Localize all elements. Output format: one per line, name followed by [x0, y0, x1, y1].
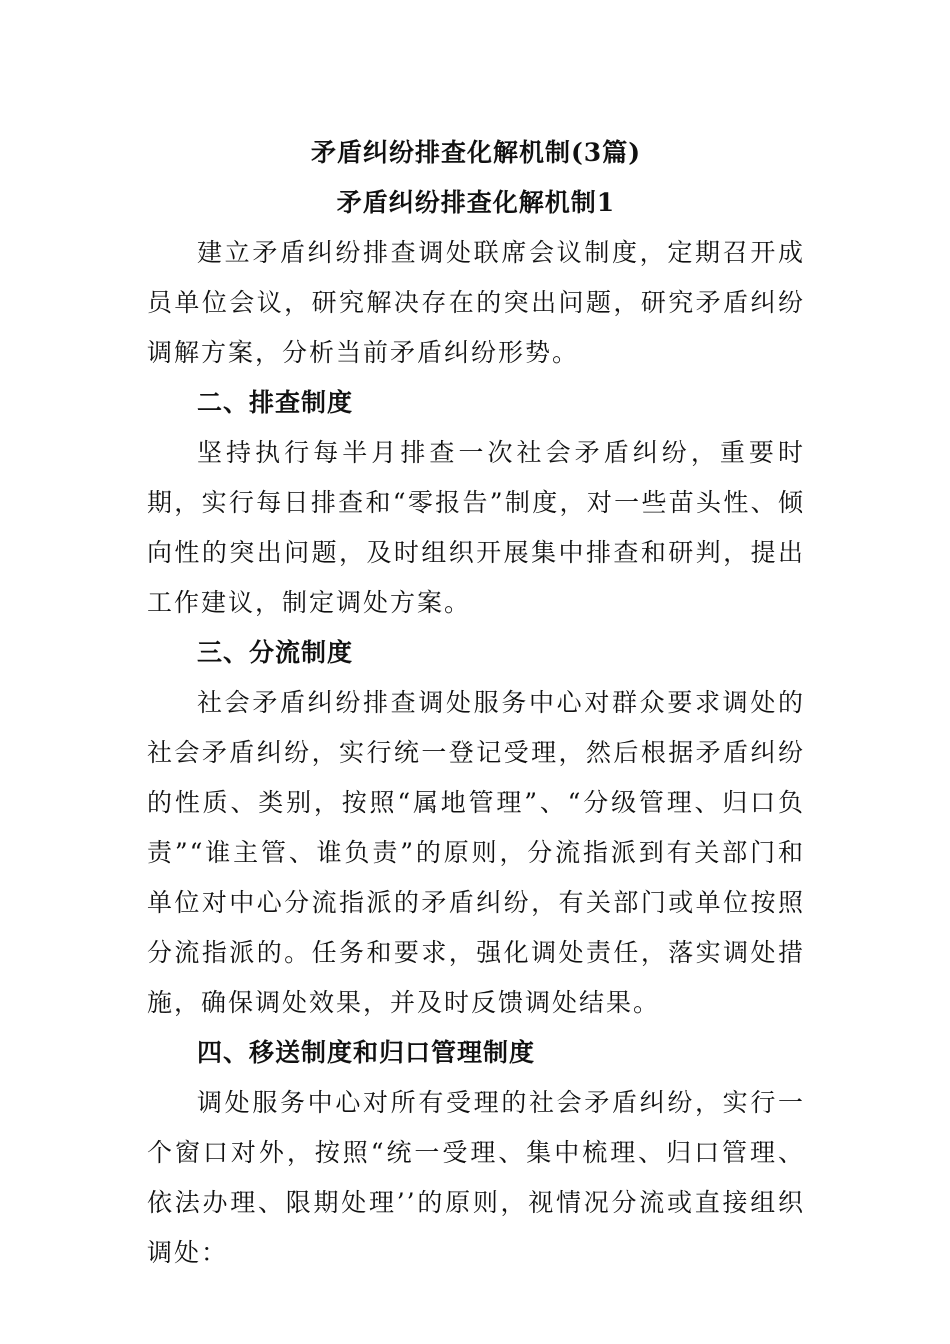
paragraph-joint-meeting: 建立矛盾纠纷排查调处联席会议制度，定期召开成员单位会议，研究解决存在的突出问题，研究矛盾纠纷调解方案，分析当前矛盾纠纷形势。 — [147, 238, 805, 367]
heading-transfer-system: 四、移送制度和归口管理制度 — [197, 1038, 536, 1067]
paragraph-investigation: 坚持执行每半月排查一次社会矛盾纠纷，重要时期，实行每日排查和“零报告”制度，对一些苗头性、倾向性的突出问题，及时组织开展集中排查和研判，提出工作建议，制定调处方案。 — [147, 438, 805, 617]
heading-diversion-system: 三、分流制度 — [197, 638, 354, 667]
document-title: 矛盾纠纷排查化解机制(3篇) — [310, 138, 642, 167]
section-subtitle: 矛盾纠纷排查化解机制1 — [336, 188, 616, 217]
paragraph-diversion: 社会矛盾纠纷排查调处服务中心对群众要求调处的社会矛盾纠纷，实行统一登记受理，然后根据矛盾纠纷的性质、类别，按照“属地管理”、“分级管理、归口负责”“谁主管、谁负责”的原则，分流指派到有关部门和单位对中心分流指派的矛盾纠纷，有关部门或单位按照分流指派的。任务和要求，强化调处责任，落实调处措施，确保调处效果，并及时反馈调处结果。 — [147, 688, 805, 1017]
paragraph-transfer: 调处服务中心对所有受理的社会矛盾纠纷，实行一个窗口对外，按照“统一受理、集中梳理、归口管理、依法办理、限期处理’’的原则，视情况分流或直接组织调处： — [147, 1088, 805, 1267]
heading-investigation-system: 二、排查制度 — [197, 388, 354, 417]
document-body — [147, 128, 805, 1278]
